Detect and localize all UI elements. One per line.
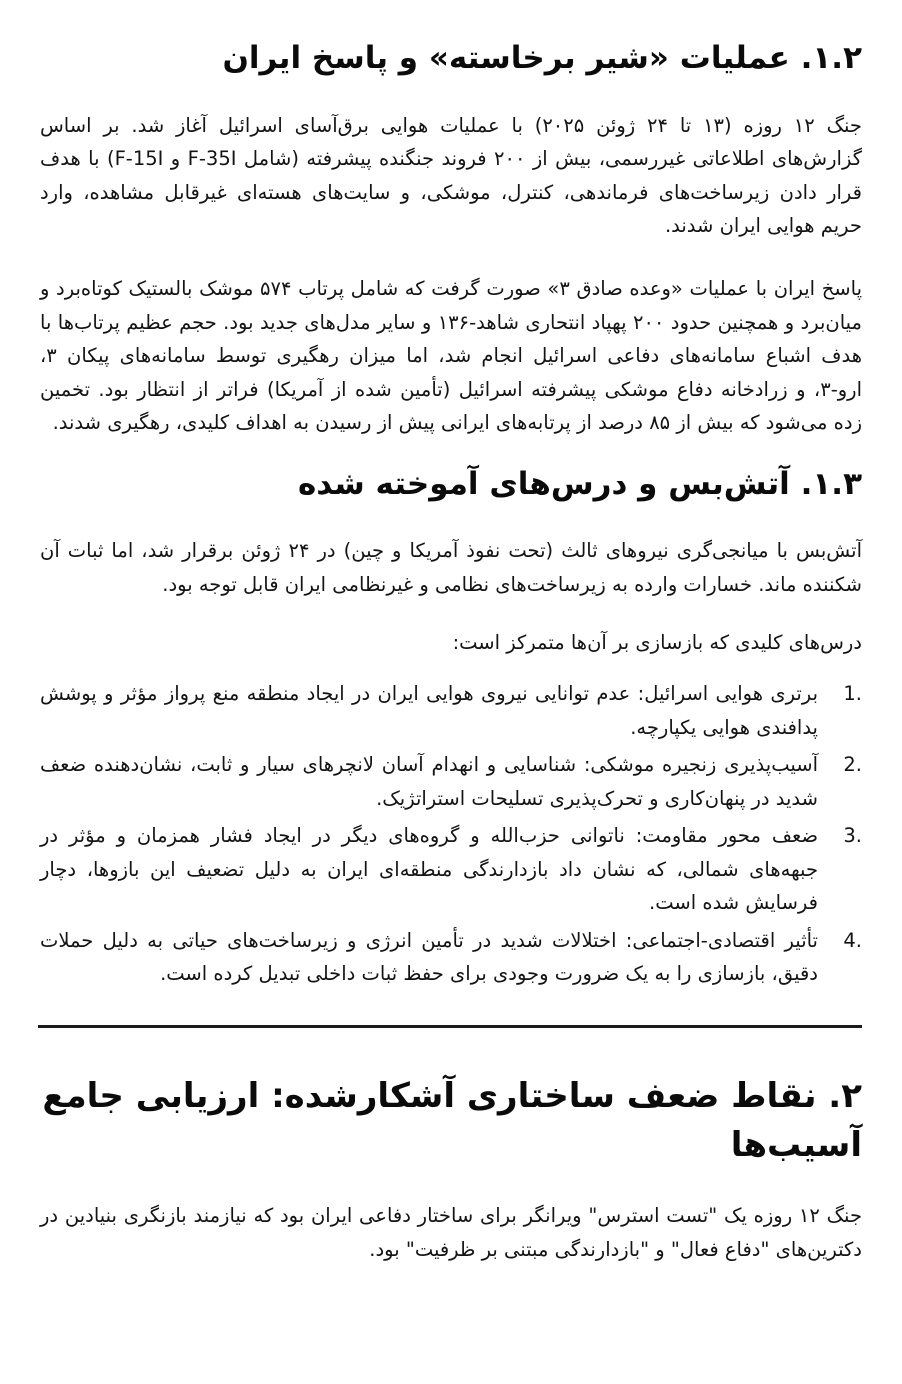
paragraph-iran-response: پاسخ ایران با عملیات «وعده صادق ۳» صورت گرفت که شامل پرتاب ۵۷۴ موشک بالستیک کوتاه‌برد و میان‌برد و همچنین حدود ۲۰۰ پهپاد انتحاری شاهد-۱۳۶ و سایر مدل‌های جدید بود. حجم عظیم پرتاب‌ها با هدف اشباع سامانه‌های دفاعی اسرائیل انجام شد، اما میزان رهگیری توسط سامانه‌های پیکان ۳، ارو-۳، و زرادخانه دفاع موشکی پیشرفته اسرائیل (تأمین شده از آمریکا) فراتر از انتظار بود. تخمین زده می‌شود که بیش از ۸۵ درصد از پرتابه‌های ایرانی پیش از رسیدن به اهداف کلیدی، رهگیری شدند. [40, 276, 862, 435]
list-item: برتری هوایی اسرائیل: عدم توانایی نیروی هوایی ایران در ایجاد منطقه منع پرواز مؤثر و پوشش پدافندی هوایی یکپارچه. [40, 682, 818, 739]
list-item: آسیب‌پذیری زنجیره موشکی: شناسایی و انهدام آسان لانچرهای سیار و ثابت، نشان‌دهنده ضعف شدید در پنهان‌کاری و تحرک‌پذیری تسلیحات استراتژیک. [40, 753, 818, 810]
section-heading-1-2: ۱.۲. عملیات «شیر برخاسته» و پاسخ ایران [222, 40, 862, 76]
list-item: ضعف محور مقاومت: ناتوانی حزب‌الله و گروه‌های دیگر در ایجاد فشار همزمان و مؤثر در جبهه‌های شمالی، که نشان داد بازدارندگی منطقه‌ای ایران به دلیل تضعیف این بازوها، دچار فرسایش شده است. [40, 824, 818, 915]
spacer [40, 1028, 862, 1072]
section-heading-1-3: ۱.۳. آتش‌بس و درس‌های آموخته شده [297, 465, 862, 502]
lessons-learned-list [40, 677, 862, 991]
paragraph-ceasefire: آتش‌بس با میانجی‌گری نیروهای ثالث (تحت نفوذ آمریکا و چین) در ۲۴ ژوئن برقرار شد، اما ثبات آن شکننده ماند. خسارات وارده به زیرساخت‌های نظامی و غیرنظامی ایران قابل توجه بود. [40, 539, 863, 596]
list-item: تأثیر اقتصادی-اجتماعی: اختلالات شدید در تأمین انرژی و زیرساخت‌های حیاتی به دلیل حملات دقیق، بازسازی را به یک ضرورت وجودی برای حفظ ثبات داخلی تبدیل کرده است. [40, 928, 818, 986]
paragraph-stress-test: جنگ ۱۲ روزه یک "تست استرس" ویرانگر برای ساختار دفاعی ایران بود که نیازمند بازنگری بنیادین در دکترین‌های "دفاع فعال" و "بازدارندگی مبتنی بر ظرفیت" بود. [40, 1204, 862, 1261]
paragraph-operation-rising-lion: جنگ ۱۲ روزه (۱۳ تا ۲۴ ژوئن ۲۰۲۵) با عملیات هوایی برق‌آسای اسرائیل آغاز شد. بر اساس گزارش‌های اطلاعاتی غیررسمی، بیش از ۲۰۰ فروند جنگنده پیشرفته (شامل F-35I و F-15I) با هدف قرار دادن زیرساخت‌های فرماندهی، کنترل، موشکی، و سایت‌های هسته‌ای غیرقابل مشاهده، وارد حریم هوایی ایران شدند. [40, 113, 862, 238]
paragraph-lessons-intro: درس‌های کلیدی که بازسازی بر آن‌ها متمرکز است: [452, 630, 862, 654]
major-heading-2: ۲. نقاط ضعف ساختاری آشکارشده: ارزیابی جامع آسیب‌ها [42, 1075, 862, 1166]
